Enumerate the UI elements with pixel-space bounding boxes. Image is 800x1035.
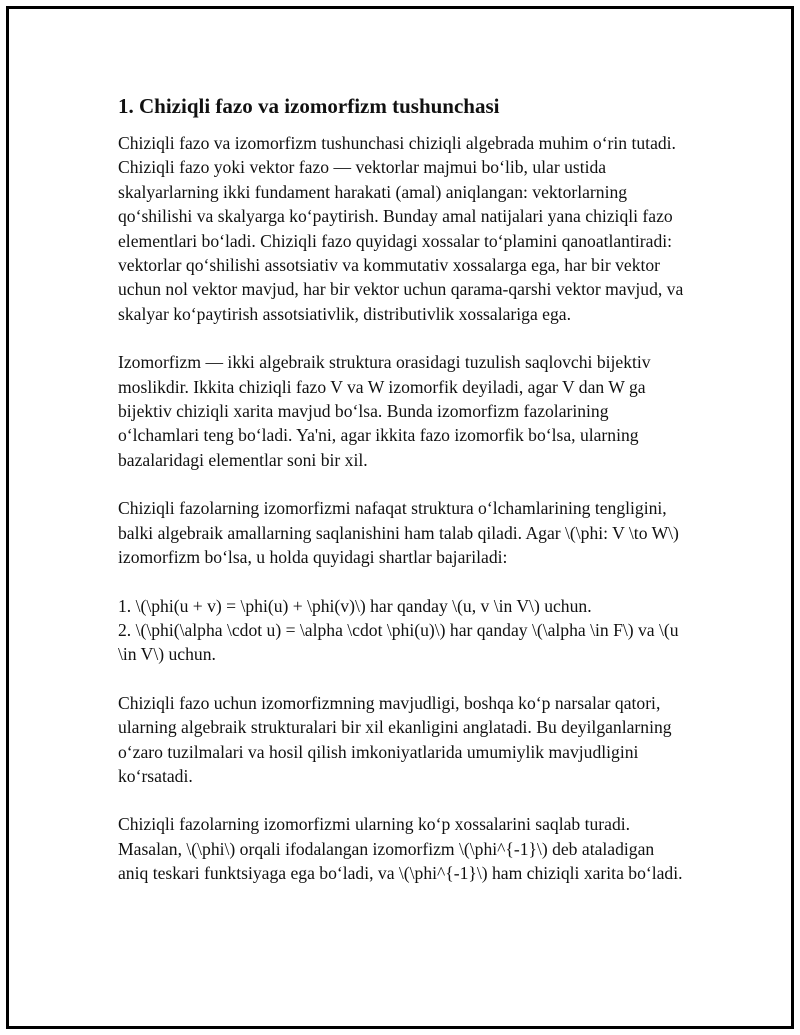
paragraph-conditions-intro: Chiziqli fazolarning izomorfizmi nafaqat struktura o‘lchamlarining tengligini, balki algebraik amallarning saqlanishini ham talab qiladi. Agar \(\phi: V \to W\) izomorfizm bo‘lsa, u holda quyidagi shartlar bajariladi: (118, 498, 679, 568)
paragraph-isomorphism: Izomorfizm — ikki algebraik struktura orasidagi tuzulish saqlovchi bijektiv moslikdir. Ikkita chiziqli fazo V va W izomorfik deyiladi, agar V dan W ga bijektiv chiziqli xarita mavjud bo‘lsa. Bunda izomorfizm fazolarining o‘lchamlari teng bo‘ladi. Ya'ni, agar ikkita fazo izomorfik bo‘lsa, ularning bazalaridagi elementlar soni bir xil. (118, 352, 651, 470)
section-heading: 1. Chiziqli fazo va izomorfizm tushunchasi (118, 94, 500, 118)
condition-item: 2. \(\phi(\alpha \cdot u) = \alpha \cdot \phi(u)\) har qanday \(\alpha \in F\) va \(u \in V\) uchun. (118, 619, 679, 665)
paragraph-structure: Chiziqli fazo uchun izomorfizmning mavjudligi, boshqa ko‘p narsalar qatori, ularning algebraik strukturalari bir xil ekanligini anglatadi. Bu deyilganlarning o‘zaro tuzilmalari va hosil qilish imkoniyatlarida umumiylik mavjudligini ko‘rsatadi. (118, 692, 672, 786)
paragraph-linear-space: Chiziqli fazo va izomorfizm tushunchasi chiziqli algebrada muhim o‘rin tutadi. Chiziqli fazo yoki vektor fazo — vektorlar majmui bo‘lib, ular ustida skalyarlarning ikki fundament harakati (amal) aniqlangan: vektorlarning qo‘shilishi va skalyarga ko‘paytirish. Bunday amal natijalari yana chiziqli fazo elementlari bo‘ladi. Chiziqli fazo quyidagi xossalar to‘plamini qanoatlantiradi: vektorlar qo‘shilishi assotsiativ va kommutativ xossalarga ega, har bir vektor uchun nol vektor mavjud, har bir vektor uchun qarama-qarshi vektor mavjud, va skalyar ko‘paytirish assotsiativlik, distributivlik xossalariga ega. (118, 133, 684, 324)
paragraph-inverse: Chiziqli fazolarning izomorfizmi ularning ko‘p xossalarini saqlab turadi. Masalan, \(\phi\) orqali ifodalangan izomorfizm \(\phi^{-1}\) deb ataladigan aniq teskari funktsiyaga ega bo‘ladi, va \(\phi^{-1}\) ham chiziqli xarita bo‘ladi. (118, 814, 683, 884)
condition-item: 1. \(\phi(u + v) = \phi(u) + \phi(v)\) har qanday \(u, v \in V\) uchun. (118, 595, 592, 616)
document-body (118, 92, 688, 910)
conditions-list (118, 594, 688, 667)
